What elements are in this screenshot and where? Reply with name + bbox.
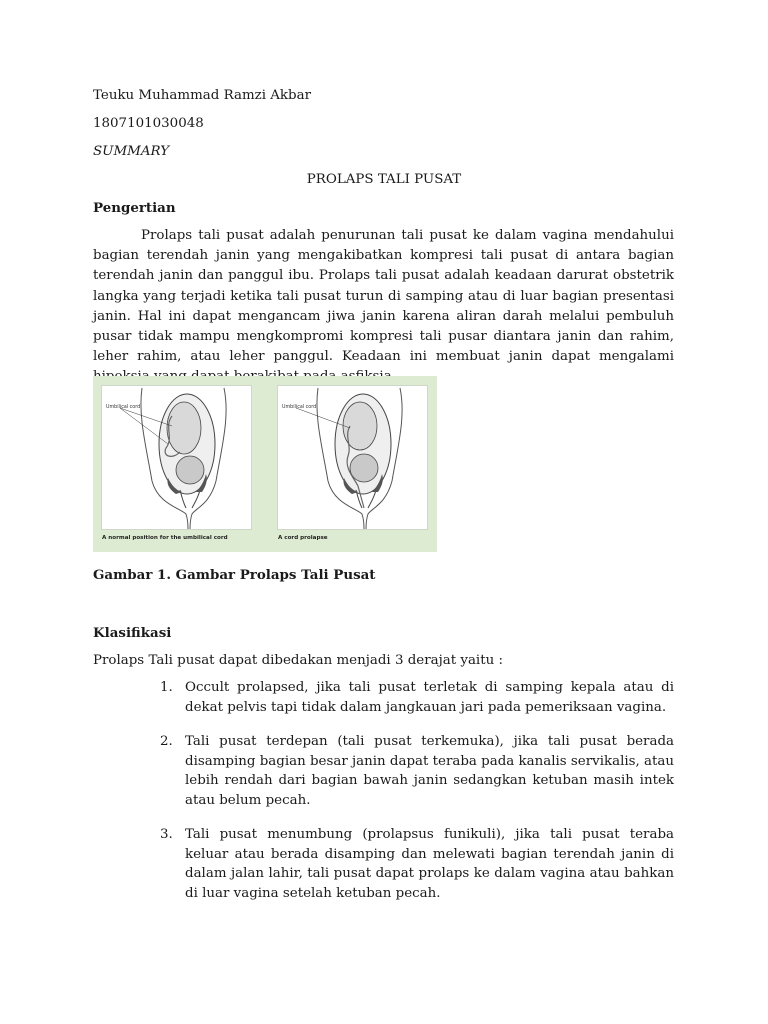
prolapse-figure <box>93 376 437 552</box>
definition-paragraph <box>93 226 674 388</box>
list-item <box>160 678 674 717</box>
list-item <box>160 732 674 810</box>
list-item-number: 1. <box>160 680 173 695</box>
classification-intro: Prolaps Tali pusat dapat dibedakan menjadi 3 derajat yaitu : <box>93 653 503 668</box>
left-panel-caption: A normal position for the umbilical cord <box>102 535 228 541</box>
author-name: Teuku Muhammad Ramzi Akbar <box>93 88 311 103</box>
cord-prolapse-illustration <box>277 385 428 530</box>
list-item-text: Tali pusat menumbung (prolapsus funikuli), jika tali pusat teraba keluar atau berada disamping dan melewati bagian terendah janin di dalam jalan lahir, tali pusat dapat prolaps ke dalam vagina atau bahkan di luar vagina setelah ketuban pecah. <box>185 827 674 901</box>
normal-position-illustration <box>101 385 252 530</box>
classification-heading: Klasifikasi <box>93 625 172 641</box>
student-id: 1807101030048 <box>93 116 204 131</box>
list-item-text: Occult prolapsed, jika tali pusat terletak di samping kepala atau di dekat pelvis tapi tidak dalam jangkauan jari pada pemeriksaan vagina. <box>185 680 674 715</box>
list-item-number: 2. <box>160 734 173 749</box>
figure-caption: Gambar 1. Gambar Prolaps Tali Pusat <box>93 567 376 583</box>
list-item-text: Tali pusat terdepan (tali pusat terkemuka), jika tali pusat berada disamping bagian besar janin dapat teraba pada kanalis servikalis, atau lebih rendah dari bagian bawah janin sedangkan ketuban masih intek atau belum pecah. <box>185 734 675 808</box>
definition-text: Prolaps tali pusat adalah penurunan tali pusat ke dalam vagina mendahului bagian terendah janin yang mengakibatkan kompresi tali pusat di antara bagian terendah janin dan panggul ibu. Prolaps tali pusat adalah keadaan darurat obstetrik langka yang terjadi ketika tali pusat turun di samping atau di luar bagian presentasi janin. Hal ini dapat mengancam jiwa janin karena aliran darah melalui pembuluh pusar tidak mampu mengkompromi kompresi tali pusar diantara janin dan rahim, leher rahim, atau leher panggul. Keadaan ini membuat janin dapat mengalami <box>93 228 674 365</box>
list-item-number: 3. <box>160 827 173 842</box>
classification-list <box>160 678 674 918</box>
right-panel-caption: A cord prolapse <box>278 535 328 541</box>
left-panel-label: Umbilical cord <box>106 405 141 410</box>
page-title: PROLAPS TALI PUSAT <box>306 172 462 187</box>
right-panel-label: Umbilical cord <box>282 405 317 410</box>
document-type: SUMMARY <box>93 144 170 159</box>
definition-heading: Pengertian <box>93 200 176 216</box>
list-item <box>160 825 674 903</box>
